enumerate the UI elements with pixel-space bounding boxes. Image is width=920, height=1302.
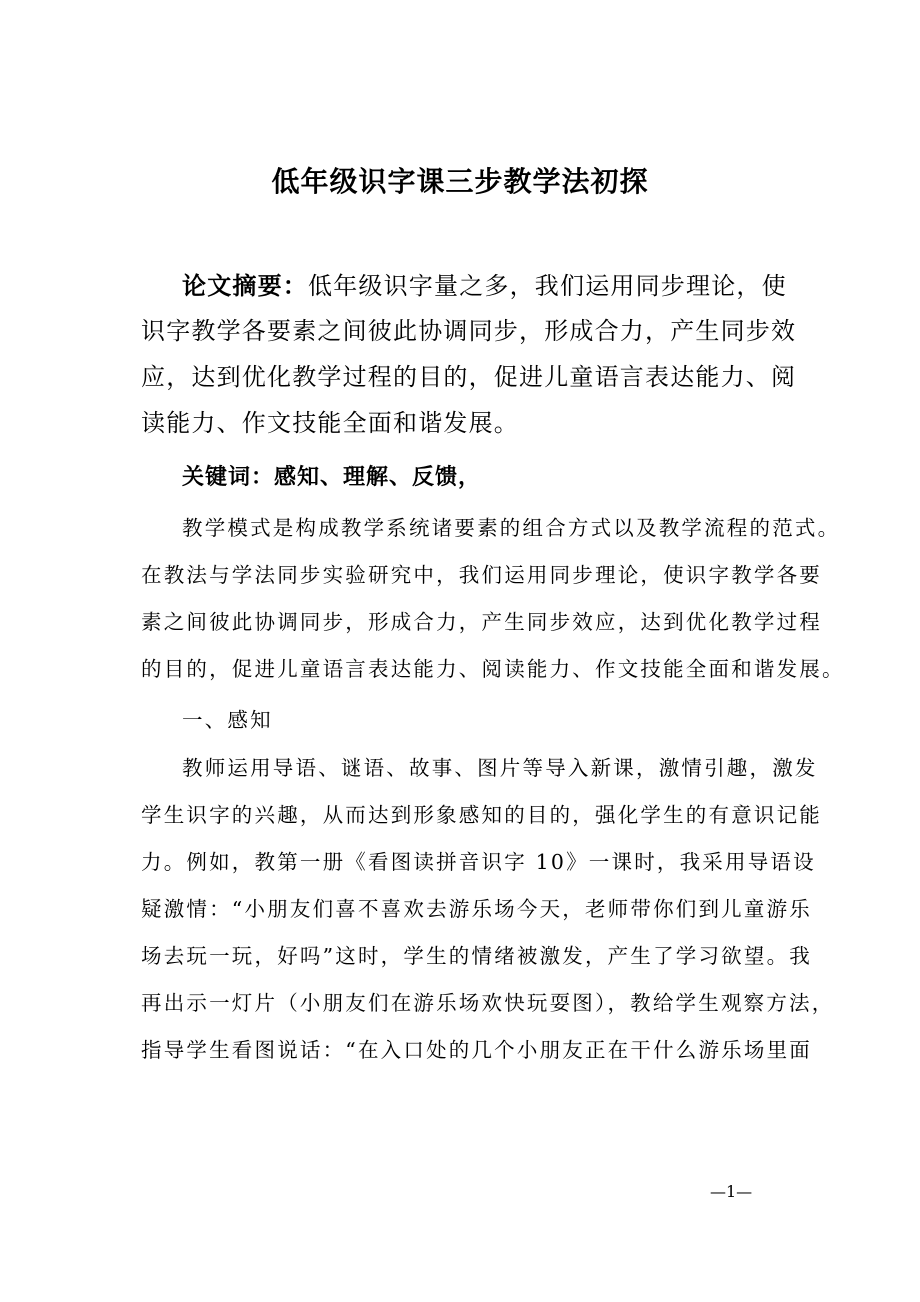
page-number: —1—	[710, 1182, 753, 1201]
abstract-line-2: 识字教学各要素之间彼此协调同步，形成合力，产生同步效	[141, 317, 797, 345]
abstract-line-3: 应，达到优化教学过程的目的，促进儿童语言表达能力、阅	[141, 363, 797, 391]
section-line-3: 力。例如，教第一册《看图读拼音识字 10》一课时，我采用导语设	[141, 850, 816, 874]
section-line-4: 疑激情：“小朋友们喜不喜欢去游乐场今天，老师带你们到儿童游乐	[141, 897, 812, 921]
abstract-line-1	[182, 266, 787, 301]
section-line-2: 学生识字的兴趣，从而达到形象感知的目的，强化学生的有意识记能	[141, 803, 822, 827]
abstract-label: 论文摘要：	[182, 272, 308, 300]
intro-line-2: 在教法与学法同步实验研究中，我们运用同步理论，使识字教学各要	[141, 563, 822, 587]
keywords-line: 关键词：感知、理解、反馈，	[182, 465, 482, 490]
section-line-5: 场去玩一玩，好吗”这时，学生的情绪被激发，产生了学习欲望。我	[141, 944, 812, 968]
section-line-7: 指导学生看图说话：“在入口处的几个小朋友正在干什么游乐场里面	[141, 1038, 812, 1062]
abstract-text: 低年级识字量之多，我们运用同步理论，使	[308, 272, 787, 300]
abstract-line-4: 读能力、作文技能全面和谐发展。	[141, 409, 519, 437]
section-line-6: 再出示一灯片（小朋友们在游乐场欢快玩耍图），教给学生观察方法，	[141, 991, 835, 1015]
intro-line-4: 的目的，促进儿童语言表达能力、阅读能力、作文技能全面和谐发展。	[141, 657, 845, 681]
section-line-1: 教师运用导语、谜语、故事、图片等导入新课，激情引趣，激发	[182, 756, 818, 780]
intro-line-3: 素之间彼此协调同步，形成合力，产生同步效应，达到优化教学过程	[141, 610, 822, 634]
intro-line-1: 教学模式是构成教学系统诸要素的组合方式以及教学流程的范式。	[182, 516, 841, 540]
section-heading: 一、感知	[182, 708, 273, 732]
document-title: 低年级识字课三步教学法初探	[271, 165, 649, 198]
